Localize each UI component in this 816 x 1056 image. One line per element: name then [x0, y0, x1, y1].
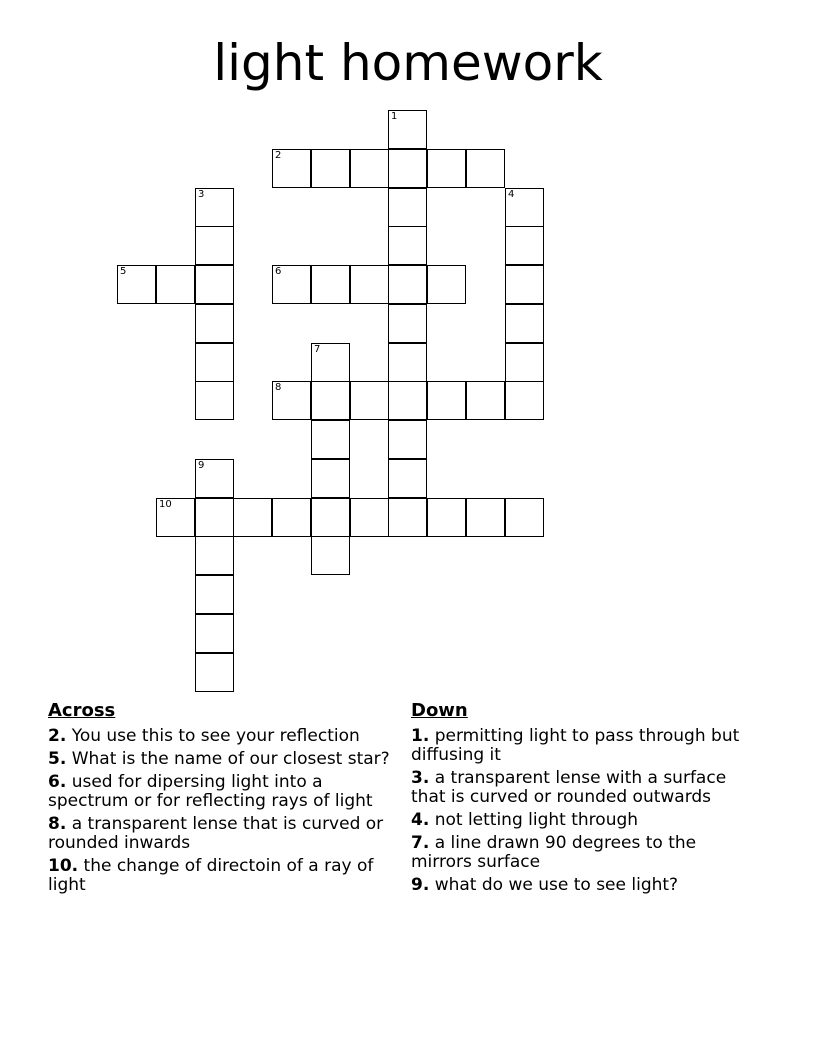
crossword-cell[interactable]: [272, 265, 311, 304]
clue-number: 8.: [48, 814, 67, 834]
crossword-cell[interactable]: [505, 343, 544, 382]
clue-text: You use this to see your reflection: [71, 726, 360, 746]
crossword-cell[interactable]: [350, 149, 389, 188]
clue-number: 4.: [411, 810, 430, 830]
clue-text: the change of directoin of a ray of light: [48, 856, 374, 895]
crossword-cell[interactable]: [388, 226, 427, 265]
clue-text: What is the name of our closest star?: [71, 749, 390, 769]
cell-number: 7: [314, 344, 321, 355]
clue-number: 3.: [411, 768, 430, 788]
crossword-cell[interactable]: [505, 498, 544, 537]
down-clue: [411, 876, 756, 895]
crossword-cell[interactable]: [427, 265, 466, 304]
page-title: light homework: [213, 34, 603, 92]
crossword-cell[interactable]: [272, 381, 311, 420]
crossword-cell[interactable]: [388, 459, 427, 498]
crossword-cell[interactable]: [350, 381, 389, 420]
cell-number: 10: [159, 499, 172, 510]
crossword-cell[interactable]: [156, 265, 195, 304]
across-clue: [48, 727, 400, 746]
crossword-cell[interactable]: [350, 498, 389, 537]
crossword-cell[interactable]: [272, 149, 311, 188]
crossword-cell[interactable]: [505, 304, 544, 343]
crossword-cell[interactable]: [156, 498, 195, 537]
clue-text: what do we use to see light?: [434, 875, 679, 895]
cell-number: 4: [508, 189, 515, 200]
crossword-cell[interactable]: [388, 149, 427, 188]
crossword-cell[interactable]: [311, 536, 350, 575]
crossword-cell[interactable]: [350, 265, 389, 304]
down-clue: [411, 811, 756, 830]
crossword-cell[interactable]: [195, 498, 234, 537]
crossword-cell[interactable]: [311, 420, 350, 459]
crossword-cell[interactable]: [388, 343, 427, 382]
crossword-cell[interactable]: [195, 265, 234, 304]
crossword-cell[interactable]: [388, 498, 427, 537]
crossword-cell[interactable]: [311, 459, 350, 498]
crossword-cell[interactable]: [195, 381, 234, 420]
crossword-cell[interactable]: [427, 498, 466, 537]
clue-text: a transparent lense with a surface that is curved or rounded outwards: [411, 768, 727, 807]
clue-number: 5.: [48, 749, 67, 769]
down-heading: Down: [411, 700, 468, 721]
clue-number: 9.: [411, 875, 430, 895]
crossword-cell[interactable]: [311, 498, 350, 537]
crossword-cell[interactable]: [388, 110, 427, 149]
crossword-cell[interactable]: [388, 188, 427, 227]
crossword-cell[interactable]: [311, 149, 350, 188]
down-clue: [411, 834, 756, 872]
cell-number: 3: [198, 189, 205, 200]
clue-text: used for dipersing light into a spectrum or for reflecting rays of light: [48, 772, 373, 811]
crossword-cell[interactable]: [117, 265, 156, 304]
crossword-cell[interactable]: [195, 188, 234, 227]
crossword-cell[interactable]: [388, 265, 427, 304]
cell-number: 9: [198, 460, 205, 471]
clue-text: not letting light through: [434, 810, 639, 830]
across-clues: [48, 700, 400, 899]
down-clue: [411, 769, 756, 807]
crossword-cell[interactable]: [195, 459, 234, 498]
across-clue: [48, 773, 400, 811]
clue-number: 1.: [411, 726, 430, 746]
clue-text: a line drawn 90 degrees to the mirrors surface: [411, 833, 697, 872]
crossword-cell[interactable]: [195, 575, 234, 614]
clue-number: 10.: [48, 856, 79, 876]
crossword-cell[interactable]: [272, 498, 311, 537]
crossword-cell[interactable]: [505, 381, 544, 420]
down-clues: [411, 700, 756, 899]
across-clue: [48, 750, 400, 769]
across-clue: [48, 815, 400, 853]
down-clue: [411, 727, 756, 765]
clue-number: 2.: [48, 726, 67, 746]
crossword-cell[interactable]: [195, 614, 234, 653]
crossword-cell[interactable]: [466, 381, 505, 420]
crossword-cell[interactable]: [311, 265, 350, 304]
crossword-cell[interactable]: [233, 498, 272, 537]
cell-number: 1: [391, 111, 398, 122]
crossword-cell[interactable]: [195, 536, 234, 575]
clue-number: 6.: [48, 772, 67, 792]
crossword-cell[interactable]: [505, 226, 544, 265]
cell-number: 2: [275, 150, 282, 161]
crossword-cell[interactable]: [388, 420, 427, 459]
crossword-cell[interactable]: [195, 653, 234, 692]
crossword-cell[interactable]: [466, 498, 505, 537]
clue-text: permitting light to pass through but diffusing it: [411, 726, 740, 765]
crossword-cell[interactable]: [505, 188, 544, 227]
clue-number: 7.: [411, 833, 430, 853]
across-heading: Across: [48, 700, 116, 721]
crossword-cell[interactable]: [427, 381, 466, 420]
cell-number: 5: [120, 266, 127, 277]
crossword-cell[interactable]: [195, 304, 234, 343]
cell-number: 6: [275, 266, 282, 277]
clue-text: a transparent lense that is curved or rounded inwards: [48, 814, 384, 853]
crossword-cell[interactable]: [427, 149, 466, 188]
crossword-cell[interactable]: [466, 149, 505, 188]
crossword-cell[interactable]: [388, 304, 427, 343]
crossword-cell[interactable]: [388, 381, 427, 420]
crossword-cell[interactable]: [195, 343, 234, 382]
crossword-cell[interactable]: [195, 226, 234, 265]
crossword-cell[interactable]: [311, 381, 350, 420]
across-clue: [48, 857, 400, 895]
crossword-cell[interactable]: [505, 265, 544, 304]
cell-number: 8: [275, 382, 282, 393]
crossword-cell[interactable]: [311, 343, 350, 382]
